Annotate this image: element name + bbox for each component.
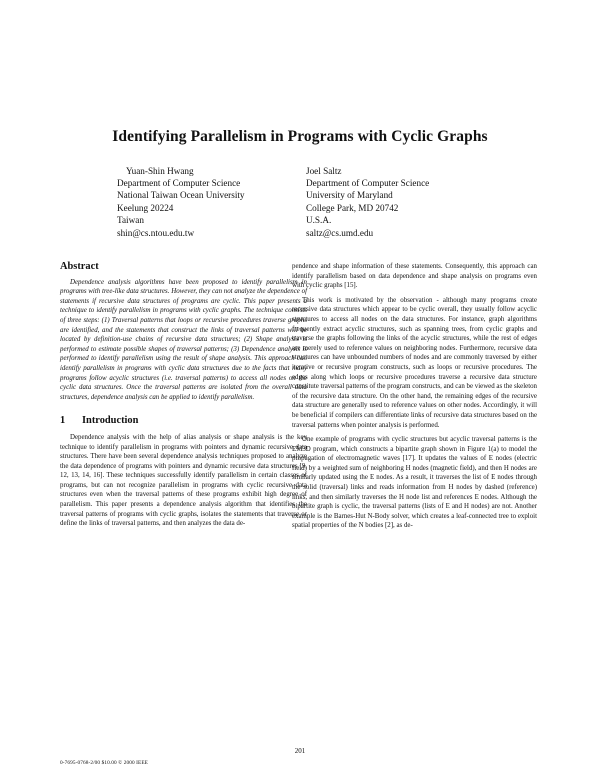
- author-city: College Park, MD 20742: [306, 202, 399, 213]
- right-column: [292, 262, 537, 531]
- section-title: Introduction: [82, 415, 139, 427]
- left-column: [60, 262, 307, 529]
- author-institution: National Taiwan Ocean University: [117, 190, 245, 201]
- author-block-2: [306, 165, 429, 239]
- section-heading-introduction: [60, 416, 307, 426]
- paper-title: Identifying Parallelism in Programs with Cyclic Graphs: [112, 128, 488, 145]
- author-block-1: [117, 165, 245, 239]
- author-name: Joel Saltz: [306, 166, 342, 176]
- intro-paragraph-1: Dependence analysis with the help of alias analysis or shape analysis is the key technique to identify parallelism in programs with pointers and dynamic recursive data structures. There have been several dependence analysis techniques proposed to analyze the data dependence of programs with pointers and dynamic recursive data structures [9, 12, 13, 14, 16]. These techniques successfully identify parallelism in certain classes of programs, but can not recognize parallelism in programs with cyclic recursive data structures even when the traversal patterns of these programs exhibit high degree of parallelism. This paper presents a dependence analysis algorithm that identifies the traversal patterns of programs with cyclic graphs, isolates the statements that traverse or define the links of traversal patterns, and then analyzes the data de-: [60, 433, 307, 528]
- author-department: Department of Computer Science: [117, 178, 241, 189]
- paragraph-continued: pendence and shape information of these statements. Consequently, this approach can identify parallelism based on data dependence and shape analysis on programs even with cyclic graphs [15].: [292, 263, 537, 290]
- abstract-heading: Abstract: [60, 261, 99, 272]
- paragraph-example: One example of programs with cyclic structures but acyclic traversal patterns is the EM3D program, which constructs a bipartite graph shown in Figure 1(a) to model the propagation of electromagnetic waves [17]. It updates the values of E nodes (electric field) by a weighted sum of neighboring H nodes (magnetic field), and then H nodes are similarly updated using the E nodes. As a result, it traverses the list of E nodes through the solid (traversal) links and reads information from H nodes by dashed (reference) links, and then similarly traverses the H node list and references E nodes. Although the bipartite graph is cyclic, the traversal patterns (lists of E and H nodes) are not. Another example is the Barnes-Hut N-Body solver, which creates a leaf-connected tree to exploit spatial properties of the N bodies [2], as de-: [292, 436, 537, 530]
- author-country: Taiwan: [117, 214, 144, 225]
- section-number: 1: [60, 415, 66, 427]
- paragraph-motivation: This work is motivated by the observation - although many programs create recursive data structures which appear to be cyclic overall, they usually follow acyclic structures to access all nodes on the data structures. For instance, graph algorithms frequently extract acyclic structures, such as spanning trees, from cyclic graphs and traverse the graphs following the links of the acyclic structures, while the rest of edges are merely used to reference values on neighboring nodes. Furthermore, recursive data structures can have unbounded numbers of nodes and are commonly traversed by either iterative or recursive program constructs, such as loops or recursive procedures. The edges along which loops or recursive procedures traverse a recursive data structure constitute traversal patterns of the program constructs, and can be viewed as the skeleton of the recursive data structure. On the other hand, the remaining edges of the recursive data structure are generally used to reference values on other nodes. Accordingly, it will be beneficial if compilers can differentiate links of recursive data structures based on the traversal patterns when pointer analysis is performed.: [292, 296, 537, 429]
- author-name: Yuan-Shin Hwang: [126, 166, 194, 176]
- author-city: Keelung 20224: [117, 202, 174, 213]
- author-institution: University of Maryland: [306, 190, 393, 201]
- abstract-text: Dependence analysis algorithms have been proposed to identify parallelism in programs with tree-like data structures. However, they can not analyze the dependence of statements if recursive data structures of programs are cyclic. This paper presents a technique to identify parallelism in programs with cyclic graphs. The technique consists of three steps: (1) Traversal patterns that loops or recursive procedures traverse graphs are identified, and the statements that construct the links of traversal patterns will be located by definition-use chains of recursive data structures; (2) Shape analysis is performed to estimate possible shapes of traversal patterns; (3) Dependence analysis is performed to identify parallelism using the result of shape analysis. This approach can identify parallelism in programs with cyclic data structures due to the facts that many programs follow acyclic structures (i.e. traversal patterns) to access all nodes on the cyclic data structures. Once the traversal patterns are isolated from the overall data structures, dependence analysis can be applied to identify parallelism.: [60, 278, 307, 401]
- author-email: shin@cs.ntou.edu.tw: [117, 227, 195, 238]
- author-email: saltz@cs.umd.edu: [306, 227, 374, 238]
- page-number: 201: [294, 747, 306, 755]
- copyright-line: 0-7695-0768-2/00 $10.00 © 2000 IEEE: [60, 760, 148, 766]
- author-department: Department of Computer Science: [306, 178, 430, 189]
- author-country: U.S.A.: [306, 214, 332, 225]
